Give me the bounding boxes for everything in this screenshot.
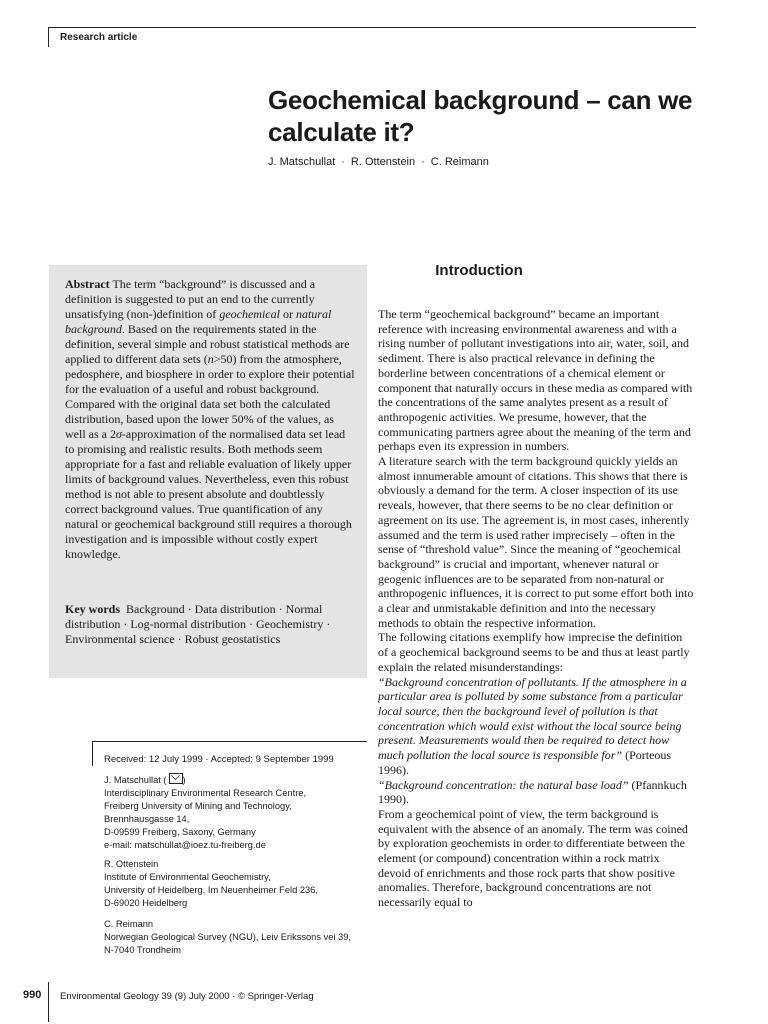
affiliation-1: J. Matschullat ( ) Interdisciplinary Environmental Research Centre, Freiberg University of Mining and Technology, Brennhausgasse 14, D-09599 Freiberg, Saxony, Germany e-mail: matschullat@ioez.tu-freiberg.de [104,773,364,852]
affiliation-line: N-7040 Trondheim [104,945,181,955]
affiliation-line: University of Heidelberg, Im Neuenheimer Feld 236, [104,885,318,895]
received-rule [92,741,367,742]
affiliation-3 [104,918,364,957]
introduction-body [378,307,694,910]
affiliation-name: J. Matschullat [104,775,161,785]
envelope-icon [169,773,183,784]
header-rule-tick [48,27,49,47]
body-paragraph: The term “geochemical background” became an important reference with increasing environmental awareness and with a rising number of pollutant investigations into air, water, soil, and sediment. There is also practical relevance in defining the borderline between concentrations of a chemical element or component that naturally occurs in these media as compared with the concentrations of the same analytes present as a result of anthropogenic activities. We presume, however, that the communicating partners agree about the meaning of the term and perhaps even its expression in numbers. [378,307,693,454]
author: R. Ottenstein [350,156,416,168]
affiliation-email[interactable]: e-mail: matschullat@ioez.tu-freiberg.de [104,840,266,850]
affiliation-line: Brennhausgasse 14, [104,814,190,824]
author-list: J. Matschullat · R. Ottenstein · C. Reimann [268,156,489,168]
abstract-segment: n [207,352,214,366]
abstract-segment: -approximation of the normalised data set lead to promising and realistic results. Both methods seem appropriate for a fast and reliable evaluation of likely upper limits of background values. Nevertheless, even this robust method is not able to present absolute and doubtlessly correct background values. True quantification of any natural or geochemical background still requires a thorough investigation and is impossible without costly expert knowledge. [65,427,352,561]
abstract-segment: σ [115,427,122,441]
abstract-segment: . Based on the requirements stated in the definition, several simple and robust statistical methods are applied to different data sets ( [65,322,350,366]
keywords-list: Background · Data distribution · Normal distribution · Log-normal distribution · Geochemistry · Environmental science · Robust geostatistics [65,602,331,646]
abstract-text [65,277,357,562]
abstract-segment: geochemical [219,307,280,321]
quote-citation: (Pfannkuch 1990). [378,777,687,807]
citation-quote [378,675,694,778]
quote-text: “Background concentration of pollutants. If the atmosphere in a particular area is polluted by some substance from a particular local source, then the background level of pollution is that concentration which would exist without the local source being present. Measurements would then be required to detect how much pollution the local source is responsible for” [378,674,687,763]
received-dates: Received: 12 July 1999 · Accepted: 9 September 1999 [104,754,334,765]
quote-text: “Background concentration: the natural base load” [378,777,629,792]
keywords-label: Key words [65,602,120,616]
keyword: Normal distribution [65,602,323,631]
affiliation-name: R. Ottenstein [104,859,159,869]
keywords [65,602,357,647]
header-rule [48,27,696,28]
section-heading-introduction: Introduction [435,262,523,279]
section-label: Research article [60,32,138,43]
affiliation-line: Freiberg University of Mining and Technology, [104,801,292,811]
quote-citation: (Porteous 1996). [378,748,672,777]
keyword: Environmental science [65,632,175,646]
keyword: Geochemistry [256,617,324,631]
page-number: 990 [23,989,42,1001]
author: C. Reimann [430,156,489,168]
affiliation-line: D-09599 Freiberg, Saxony, Germany [104,827,256,837]
footer-rule [48,982,49,1022]
abstract-segment: The term “background” is discussed and a definition is suggested to put an end to the currently unsatisfying (non-)definition of [65,277,316,321]
keyword: Log-normal distribution [130,617,246,631]
abstract-segment: natural background [65,307,332,336]
journal-citation: Environmental Geology 39 (9) July 2000 · © Springer-Verlag [60,991,314,1002]
abstract-label: Abstract [65,277,110,291]
body-paragraph: A literature search with the term background quickly yields an almost innumerable amount of citations. This shows that there is obviously a demand for the term. A closer inspection of its use reveals, however, that there seems to be no clear definition or agreement on its use. The agreement is, in most cases, inherently assumed and the term is used rather imprecisely – often in the sense of “threshold value”. Since the meaning of “geochemical background” is crucial and important, whenever natural or geogenic influences are to be separated from non-natural or anthropogenic influences, it is correct to put some effort both into a clear and unmistakable definition and into the necessary methods to obtain the respective information. [378,454,694,630]
affiliation-2 [104,858,364,910]
affiliation-line: Institute of Environmental Geochemistry, [104,872,271,882]
affiliation-line: Interdisciplinary Environmental Research Centre, [104,788,307,798]
citation-quote [378,778,694,807]
body-paragraph: From a geochemical point of view, the term background is equivalent with the absence of an anomaly. The term was coined by exploration geochemists in order to differentiate between the element (or compound) concentration within a rock matrix devoid of enrichments and those rock parts that show positive anomalies. Therefore, background concentrations are not necessarily equal to [378,806,688,910]
author: J. Matschullat [268,156,336,168]
article-title: Geochemical background – can we calculate it? [268,85,693,147]
abstract-segment: >50) from the atmosphere, pedosphere, and biosphere in order to explore their potential for the evaluation of a useful and robust background. Compared with the original data set both the calculated distribution, based upon the lower 50% of the values, as well as a 2 [65,352,355,441]
keyword: Background [126,602,185,616]
keyword: Robust geostatistics [184,632,281,646]
affiliation-name: C. Reimann [104,919,154,929]
affiliation-line: D-69020 Heidelberg [104,898,188,908]
received-rule-tick [92,741,93,766]
affiliation-line: Norwegian Geological Survey (NGU), Leiv Erikssons vei 39, [104,932,351,942]
abstract-segment: or [279,307,296,321]
keyword: Data distribution [194,602,276,616]
body-paragraph: The following citations exemplify how imprecise the definition of a geochemical background seems to be and thus at least partly explain the related misunderstandings: [378,630,690,674]
